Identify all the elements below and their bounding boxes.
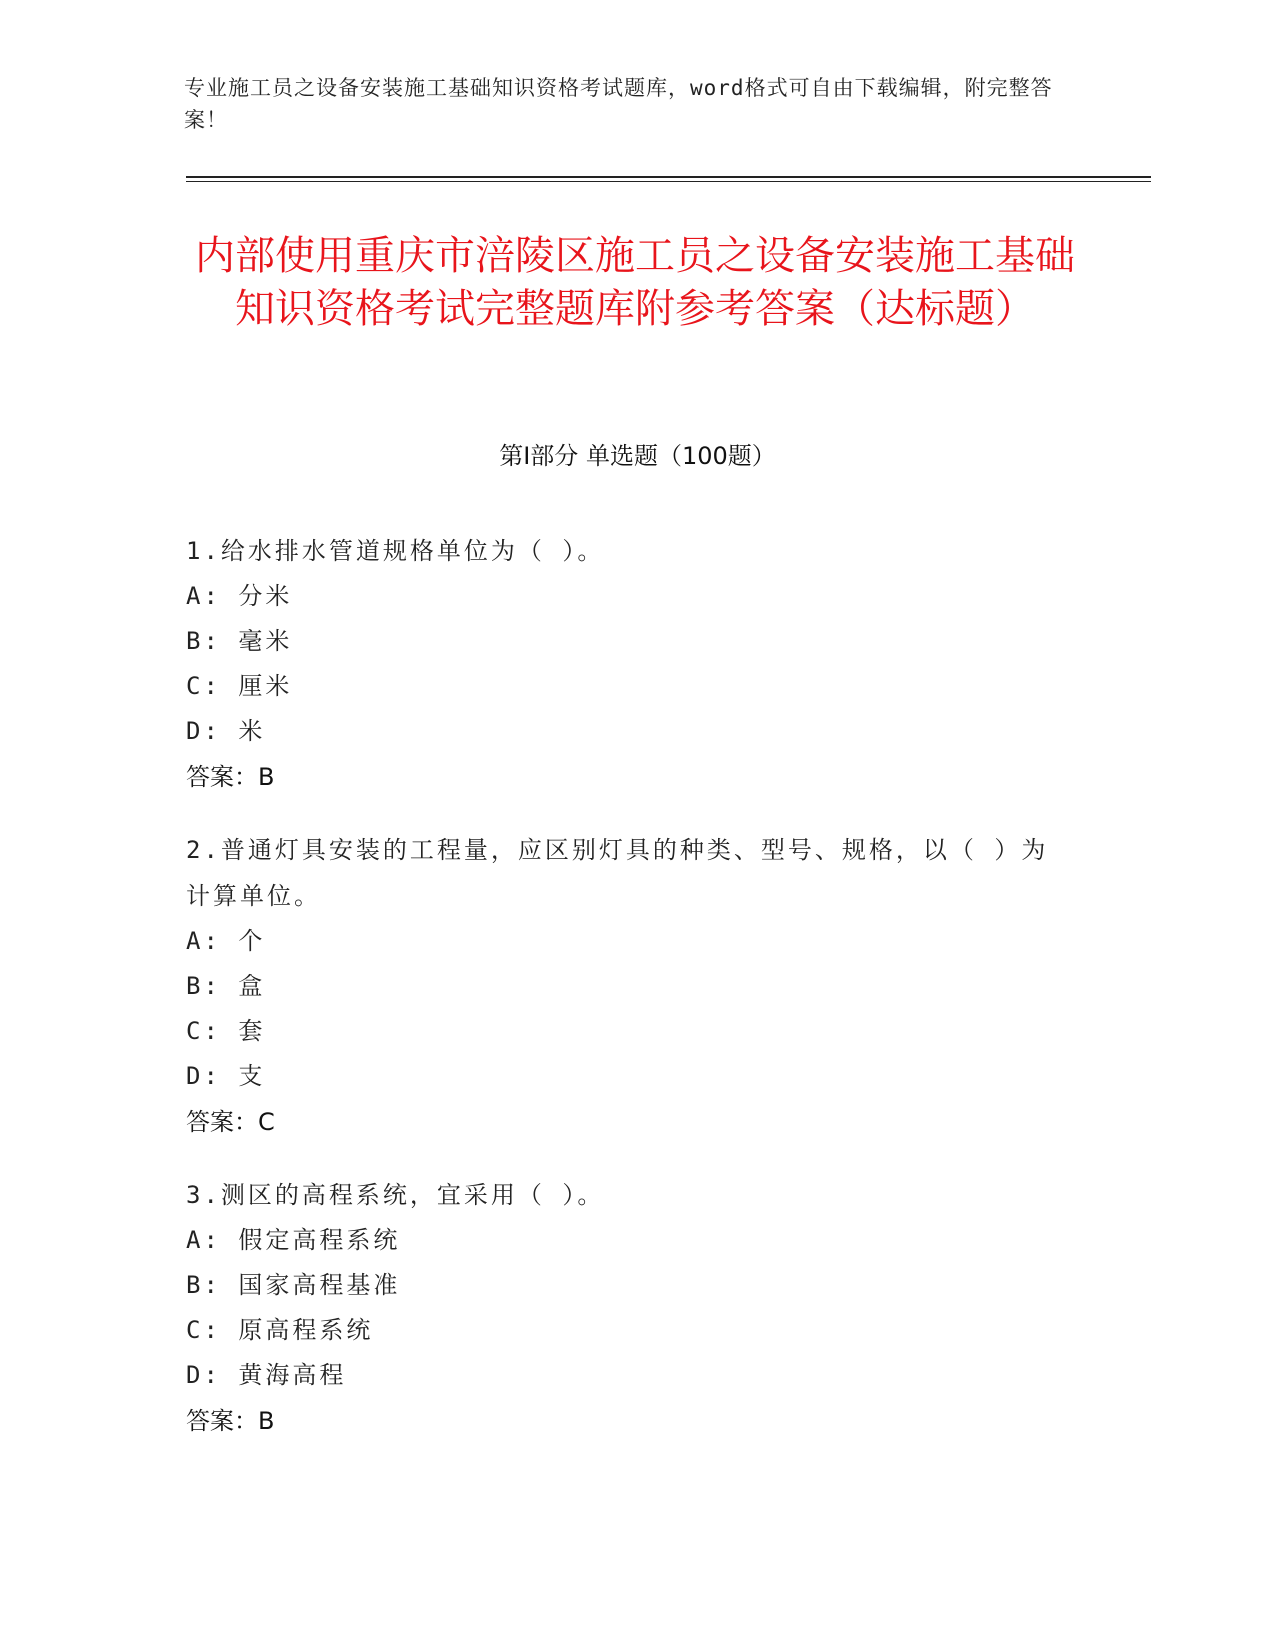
option-letter: C: <box>186 672 221 700</box>
question-stem: 3.测区的高程系统，宜采用（ ）。 <box>186 1181 605 1209</box>
option-letter: C: <box>186 1017 221 1045</box>
document-title: 内部使用重庆市涪陵区施工员之设备安装施工基础知识资格考试完整题库附参考答案（达标题） <box>195 233 1075 332</box>
question-stem: 2.普通灯具安装的工程量，应区别灯具的种类、型号、规格，以（ ）为计算单位。 <box>186 836 1049 910</box>
option-text: 分米 <box>238 582 293 610</box>
option-c <box>186 664 1066 709</box>
option-letter: A: <box>186 1226 221 1254</box>
option-letter: A: <box>186 927 221 955</box>
answer-line: 答案：B <box>186 763 275 791</box>
option-a <box>186 919 1066 964</box>
option-text: 个 <box>238 927 266 955</box>
section-title: 第I部分 单选题（100题） <box>499 442 776 470</box>
option-text: 套 <box>238 1017 266 1045</box>
option-letter: D: <box>186 717 221 745</box>
option-text: 厘米 <box>238 672 293 700</box>
header-rule-thick <box>186 176 1151 178</box>
header-note: 专业施工员之设备安装施工基础知识资格考试题库，word格式可自由下载编辑，附完整答案！ <box>184 76 1053 132</box>
option-d <box>186 1353 1066 1398</box>
question-3 <box>186 1172 1066 1444</box>
option-text: 原高程系统 <box>238 1316 374 1344</box>
question-list <box>186 528 1066 1471</box>
option-text: 支 <box>238 1062 266 1090</box>
option-a <box>186 574 1066 619</box>
option-letter: D: <box>186 1062 221 1090</box>
option-d <box>186 709 1066 754</box>
option-letter: A: <box>186 582 221 610</box>
option-text: 米 <box>238 717 266 745</box>
question-1 <box>186 528 1066 800</box>
option-text: 黄海高程 <box>238 1361 347 1389</box>
option-b <box>186 1263 1066 1308</box>
option-b <box>186 964 1066 1009</box>
question-2 <box>186 827 1066 1145</box>
option-text: 盒 <box>238 972 266 1000</box>
option-d <box>186 1054 1066 1099</box>
option-a <box>186 1218 1066 1263</box>
option-letter: B: <box>186 1271 221 1299</box>
option-letter: D: <box>186 1361 221 1389</box>
option-letter: C: <box>186 1316 221 1344</box>
option-letter: B: <box>186 627 221 655</box>
option-letter: B: <box>186 972 221 1000</box>
option-b <box>186 619 1066 664</box>
option-c <box>186 1009 1066 1054</box>
answer-line: 答案：C <box>186 1108 275 1136</box>
option-c <box>186 1308 1066 1353</box>
header-rule-thin <box>186 181 1151 182</box>
question-stem: 1.给水排水管道规格单位为（ ）。 <box>186 537 605 565</box>
option-text: 假定高程系统 <box>238 1226 401 1254</box>
answer-line: 答案：B <box>186 1407 275 1435</box>
option-text: 国家高程基准 <box>238 1271 401 1299</box>
option-text: 毫米 <box>238 627 293 655</box>
